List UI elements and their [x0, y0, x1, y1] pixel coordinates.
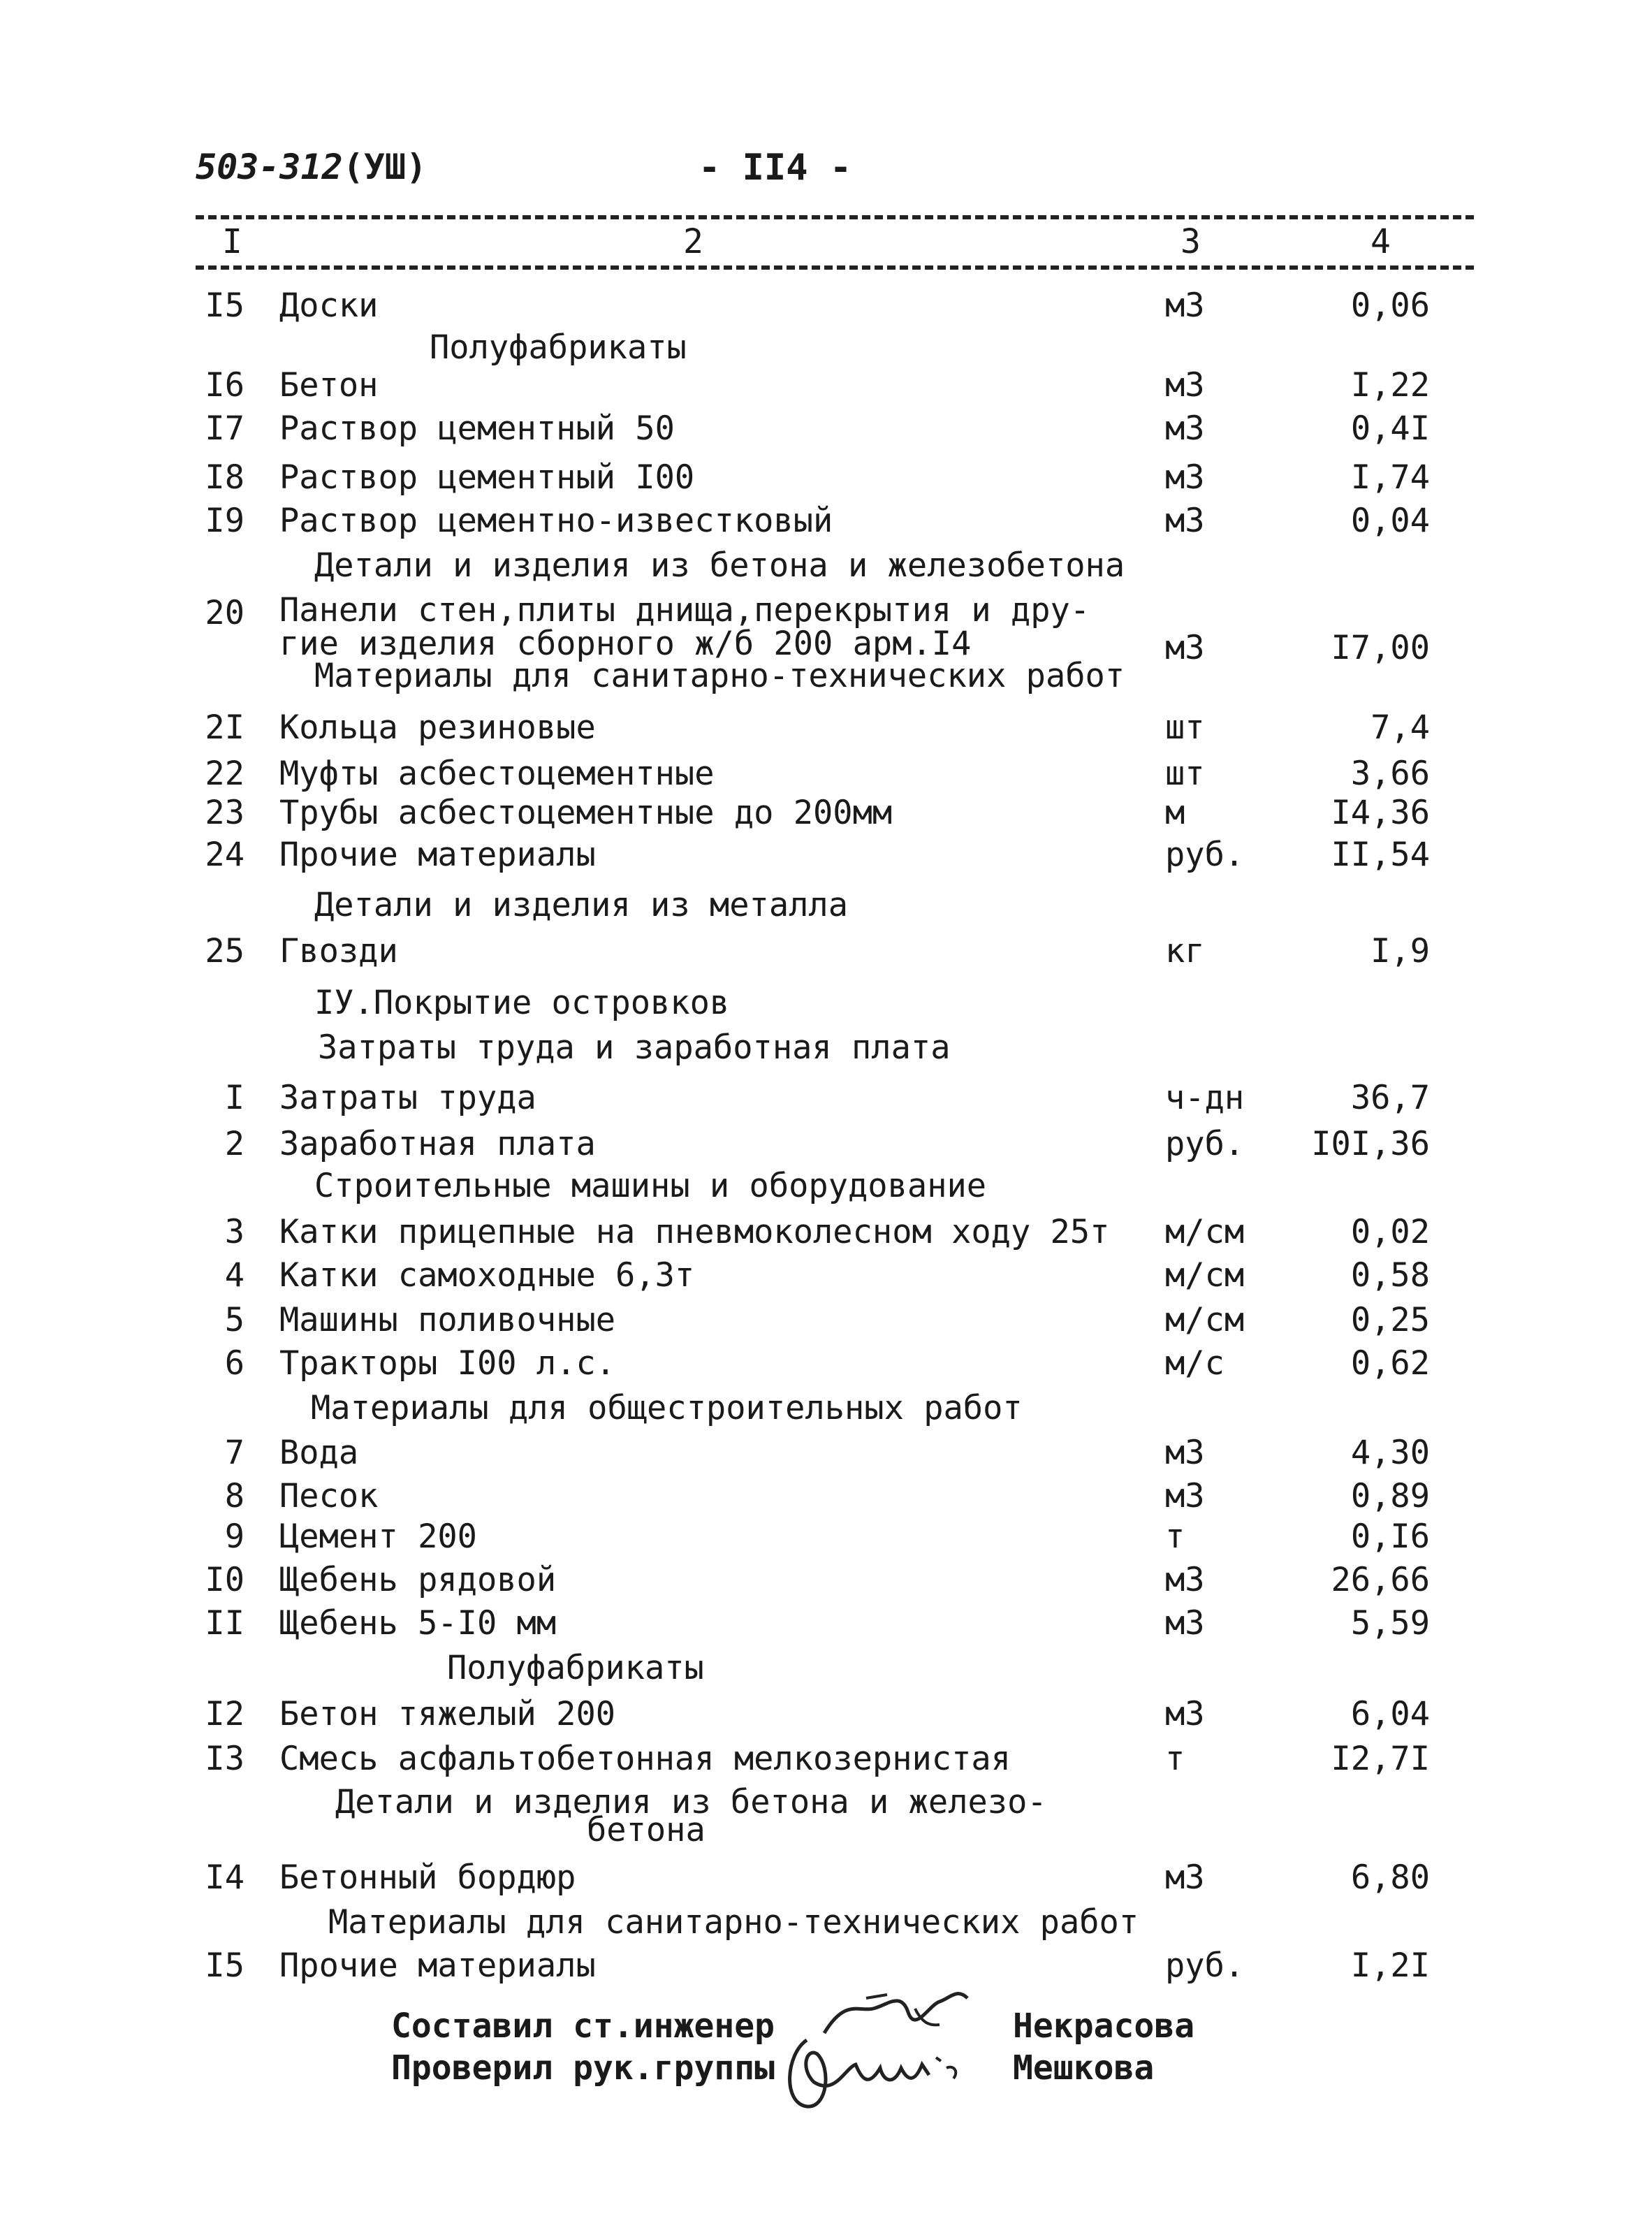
row-number: I0: [205, 1561, 244, 1599]
row-name: Бетон тяжелый 200: [279, 1695, 616, 1733]
row-number: 5: [224, 1301, 244, 1339]
row-value: I,2I: [1350, 1946, 1430, 1985]
row-unit: шт: [1165, 708, 1205, 747]
page-header: [0, 147, 1652, 196]
section-heading-text: Детали и изделия из бетона и железобетона: [314, 546, 1125, 585]
row-unit: м3: [1165, 1434, 1205, 1472]
section-heading-text: Материалы для санитарно-технических работ: [328, 1903, 1139, 1942]
row-name: Прочие материалы: [279, 836, 596, 874]
row-name: Муфты асбестоцементные: [279, 755, 715, 793]
row-name: Раствор цементный 50: [279, 409, 675, 448]
row-unit: кг: [1165, 932, 1205, 970]
row-name-line1: Панели стен,плиты днища,перекрытия и дру-: [279, 591, 1090, 629]
row-name: Тракторы I00 л.с.: [279, 1344, 616, 1383]
row-number: II: [205, 1604, 244, 1643]
row-name: Прочие материалы: [279, 1946, 596, 1985]
section-heading-text: Полуфабрикаты: [447, 1649, 704, 1687]
row-value: I0I,36: [1311, 1125, 1430, 1163]
compiled-label: Составил ст.инженер: [391, 2007, 775, 2046]
table-row: [0, 1256, 1652, 1298]
row-value: 5,59: [1350, 1604, 1430, 1643]
row-name: Раствор цементно-известковый: [279, 502, 833, 540]
column-header-1: I: [222, 222, 242, 261]
section-heading: [314, 984, 729, 1022]
row-unit: м3: [1165, 502, 1205, 540]
table-row: [0, 1301, 1652, 1343]
row-number: I2: [205, 1695, 244, 1733]
row-value: 0,62: [1350, 1344, 1430, 1383]
row-number: 8: [224, 1477, 244, 1515]
row-unit: м3: [1165, 629, 1205, 667]
table-row: [0, 708, 1652, 750]
row-unit: ч-дн: [1165, 1079, 1245, 1117]
row-name: Вода: [279, 1434, 359, 1472]
table-row: [0, 1858, 1652, 1900]
row-unit: м: [1165, 794, 1185, 832]
row-number: 24: [205, 836, 244, 874]
table-row: [0, 366, 1652, 408]
section-heading-text: Материалы для общестроительных работ: [311, 1389, 1023, 1427]
row-value: 0,02: [1350, 1213, 1430, 1251]
table-row: [0, 1740, 1652, 1782]
row-number: 3: [224, 1213, 244, 1251]
table-row: [0, 1344, 1652, 1386]
table-row: [0, 1125, 1652, 1167]
section-heading-text: Затраты труда и заработная плата: [318, 1028, 951, 1067]
column-header-4: 4: [1370, 222, 1391, 261]
row-unit: м3: [1165, 1695, 1205, 1733]
table-row: [0, 755, 1652, 796]
row-name: [279, 591, 1090, 663]
table-row: [0, 286, 1652, 328]
row-number: 20: [205, 594, 244, 632]
row-unit: м3: [1165, 458, 1205, 497]
column-header-2: 2: [683, 222, 703, 261]
table-row: [0, 591, 1652, 667]
page-number: - II4 -: [699, 147, 852, 189]
doc-code: 503-312(УШ): [196, 147, 427, 187]
section-heading: [328, 1903, 1139, 1942]
row-name: Кольца резиновые: [279, 708, 596, 747]
header-rule-bottom: [196, 265, 1474, 270]
row-value: 3,66: [1350, 755, 1430, 793]
table-row: [0, 932, 1652, 974]
section-heading: [314, 657, 1125, 695]
section-heading: [311, 1389, 1023, 1427]
section-heading-text: Полуфабрикаты: [430, 328, 687, 367]
row-name: Смесь асфальтобетонная мелкозернистая: [279, 1740, 1011, 1778]
row-value: 0,25: [1350, 1301, 1430, 1339]
column-header-3: 3: [1180, 222, 1201, 261]
row-value: II,54: [1331, 836, 1430, 874]
row-value: 0,06: [1350, 286, 1430, 325]
row-number: 23: [205, 794, 244, 832]
row-number: 9: [224, 1517, 244, 1556]
section-heading: [314, 1167, 986, 1205]
row-name: Песок: [279, 1477, 379, 1515]
row-value: I7,00: [1331, 629, 1430, 667]
row-name: Бетонный бордюр: [279, 1858, 576, 1897]
row-unit: м3: [1165, 286, 1205, 325]
row-unit: м3: [1165, 1477, 1205, 1515]
row-unit: м/с: [1165, 1344, 1225, 1383]
row-name: Раствор цементный I00: [279, 458, 695, 497]
row-name: Доски: [279, 286, 379, 325]
row-number: 4: [224, 1256, 244, 1295]
row-unit: м3: [1165, 366, 1205, 405]
row-unit: м/см: [1165, 1256, 1245, 1295]
row-unit: м/см: [1165, 1213, 1245, 1251]
row-unit: руб.: [1165, 1125, 1245, 1163]
row-value: 0,04: [1350, 502, 1430, 540]
row-name: Катки прицепные на пневмоколесном ходу 25т: [279, 1213, 1110, 1251]
row-unit: т: [1165, 1517, 1185, 1556]
section-heading: [314, 886, 848, 924]
row-value: 6,04: [1350, 1695, 1430, 1733]
section-heading-text-cont: бетона: [587, 1811, 706, 1849]
row-value: 0,I6: [1350, 1517, 1430, 1556]
section-heading-text: Детали и изделия из металла: [314, 886, 849, 924]
row-unit: руб.: [1165, 836, 1245, 874]
compiled-name: Некрасова: [1013, 2007, 1195, 2046]
row-unit: м3: [1165, 1561, 1205, 1599]
row-unit: м/см: [1165, 1301, 1245, 1339]
row-value: I,74: [1350, 458, 1430, 497]
row-name: Машины поливочные: [279, 1301, 616, 1339]
row-unit: шт: [1165, 755, 1205, 793]
row-value: 0,4I: [1350, 409, 1430, 448]
section-heading-text: Детали и изделия из бетона и железо-: [335, 1783, 1047, 1821]
row-number: 25: [205, 932, 244, 970]
row-name: Щебень 5-I0 мм: [279, 1604, 557, 1643]
section-heading: [318, 1028, 950, 1067]
row-number: I4: [205, 1858, 244, 1897]
row-value: 7,4: [1370, 708, 1430, 747]
row-unit: м3: [1165, 409, 1205, 448]
section-heading-text: Материалы для санитарно-технических работ: [314, 657, 1125, 695]
table-row: [0, 502, 1652, 544]
table-row: [0, 1695, 1652, 1737]
row-number: I6: [205, 366, 244, 405]
row-value: I,22: [1350, 366, 1430, 405]
row-value: 6,80: [1350, 1858, 1430, 1897]
section-heading: [447, 1649, 704, 1687]
checked-label: Проверил рук.группы: [391, 2048, 775, 2088]
table-row: [0, 1213, 1652, 1255]
table-row: [0, 836, 1652, 878]
row-value: 0,58: [1350, 1256, 1430, 1295]
row-number: I5: [205, 1946, 244, 1985]
row-number: I5: [205, 286, 244, 325]
row-value: I2,7I: [1331, 1740, 1430, 1778]
row-number: 2: [224, 1125, 244, 1163]
row-number: 6: [224, 1344, 244, 1383]
row-unit: м3: [1165, 1858, 1205, 1897]
row-name: Затраты труда: [279, 1079, 536, 1117]
row-value: 26,66: [1331, 1561, 1430, 1599]
table-row: [0, 1079, 1652, 1121]
row-name: Щебень рядовой: [279, 1561, 557, 1599]
row-number: 2I: [205, 708, 244, 747]
section-heading: [314, 546, 1125, 585]
row-name: Цемент 200: [279, 1517, 477, 1556]
row-value: 36,7: [1350, 1079, 1430, 1117]
row-number: I8: [205, 458, 244, 497]
section-heading-text: IУ.Покрытие островков: [314, 984, 730, 1022]
row-name-line2: гие изделия сборного ж/б 200 арм.I4: [279, 625, 972, 663]
row-name: Гвозди: [279, 932, 398, 970]
row-value: I,9: [1370, 932, 1430, 970]
checked-name: Мешкова: [1013, 2048, 1155, 2088]
section-heading-text: Строительные машины и оборудование: [314, 1167, 987, 1205]
table-row: [0, 409, 1652, 451]
row-unit: м3: [1165, 1604, 1205, 1643]
row-unit: т: [1165, 1740, 1185, 1778]
table-row: [0, 794, 1652, 836]
section-heading: [335, 1783, 1047, 1849]
table-row: [0, 1477, 1652, 1519]
row-number: I: [224, 1079, 244, 1117]
row-value: 0,89: [1350, 1477, 1430, 1515]
row-unit: руб.: [1165, 1946, 1245, 1985]
table-row: [0, 458, 1652, 500]
row-value: 4,30: [1350, 1434, 1430, 1472]
doc-suffix: (УШ): [342, 147, 427, 187]
row-value: I4,36: [1331, 794, 1430, 832]
row-number: I3: [205, 1740, 244, 1778]
header-rule-top: [196, 215, 1474, 219]
row-number: I7: [205, 409, 244, 448]
table-row: [0, 1604, 1652, 1646]
table-row: [0, 1434, 1652, 1476]
signature-2: [779, 2026, 974, 2117]
table-row: [0, 1517, 1652, 1559]
row-number: 22: [205, 755, 244, 793]
section-heading: [430, 328, 687, 367]
table-row: [0, 1946, 1652, 1988]
row-name: Катки самоходные 6,3т: [279, 1256, 695, 1295]
table-row: [0, 1561, 1652, 1603]
row-name: Заработная плата: [279, 1125, 596, 1163]
row-name: Трубы асбестоцементные до 200мм: [279, 794, 893, 832]
row-name: Бетон: [279, 366, 379, 405]
row-number: I9: [205, 502, 244, 540]
row-number: 7: [224, 1434, 244, 1472]
